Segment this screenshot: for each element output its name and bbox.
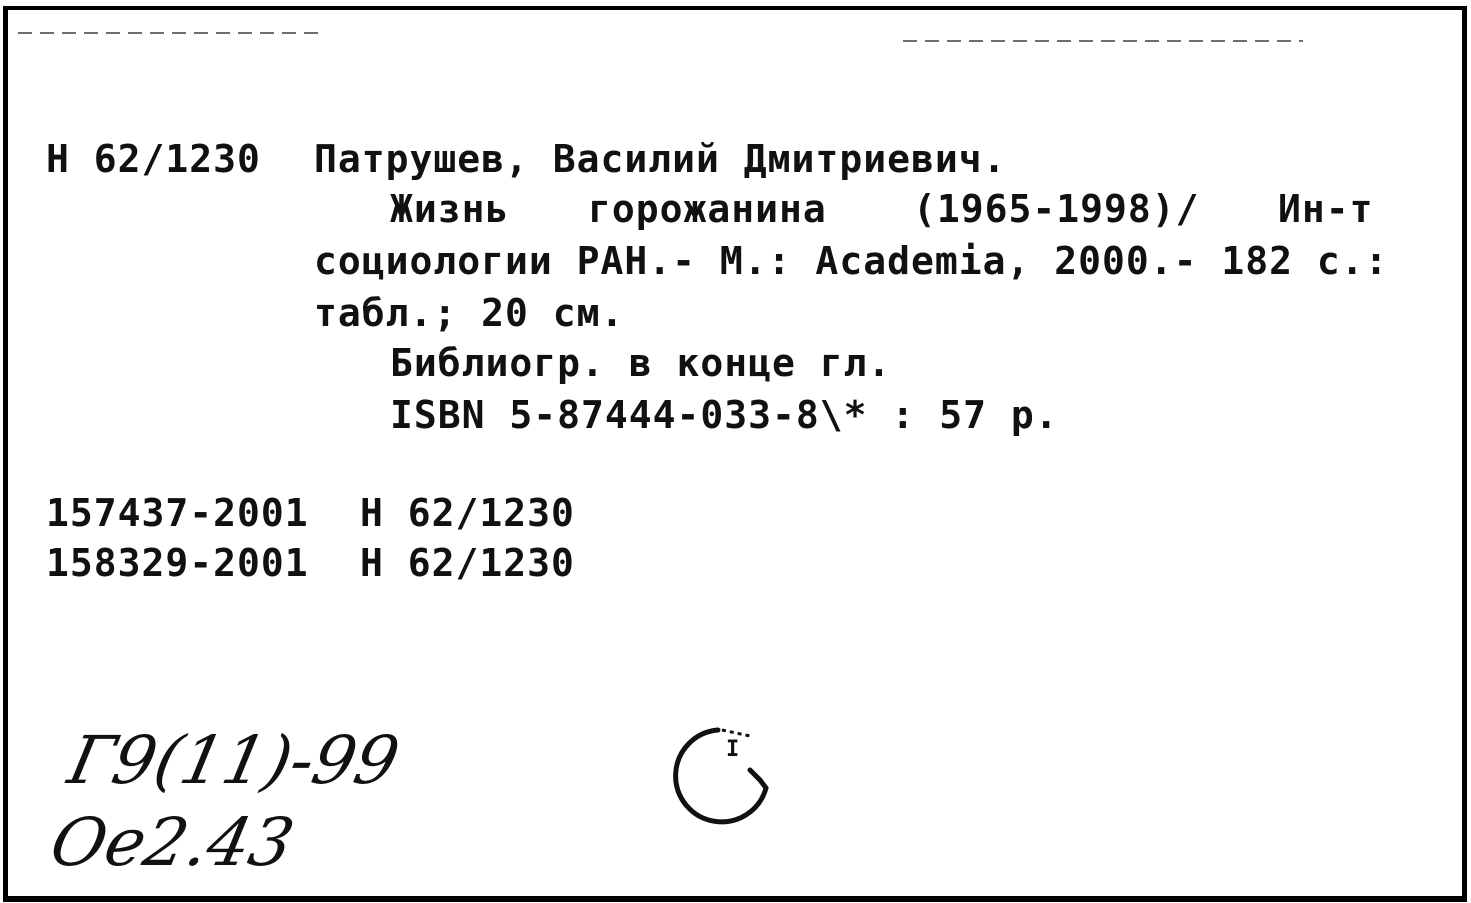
stamp-mark: I [726, 737, 740, 762]
top-left-dashes [18, 32, 318, 34]
bibliography-note: Библиогр. в конце гл. [390, 341, 892, 385]
call-number: Н 62/1230 [46, 137, 261, 181]
title-institute: Ин-т [1278, 187, 1374, 231]
physical-description: табл.; 20 см. [314, 291, 625, 335]
publication-info: социологии РАН.- М.: Academia, 2000.- 182 с.: [314, 239, 1389, 283]
handwritten-classification: Г9(11)-99 [61, 722, 406, 799]
top-right-dashes [903, 40, 1303, 42]
title-word-2: горожанина [588, 187, 827, 231]
catalog-card [3, 6, 1467, 902]
circular-stamp-icon [668, 722, 780, 834]
holding-shelf-1: Н 62/1230 [360, 491, 575, 535]
holding-accession-1: 157437-2001 [46, 491, 309, 535]
handwritten-code: Ое2.43 [43, 804, 301, 881]
isbn-price: ISBN 5-87444-033-8\* : 57 р. [390, 393, 1059, 437]
title-word-1: Жизнь [390, 187, 510, 231]
holding-accession-2: 158329-2001 [46, 541, 309, 585]
title-years: (1965-1998)/ [913, 187, 1200, 231]
holding-shelf-2: Н 62/1230 [360, 541, 575, 585]
author-heading: Патрушев, Василий Дмитриевич. [314, 137, 1007, 181]
